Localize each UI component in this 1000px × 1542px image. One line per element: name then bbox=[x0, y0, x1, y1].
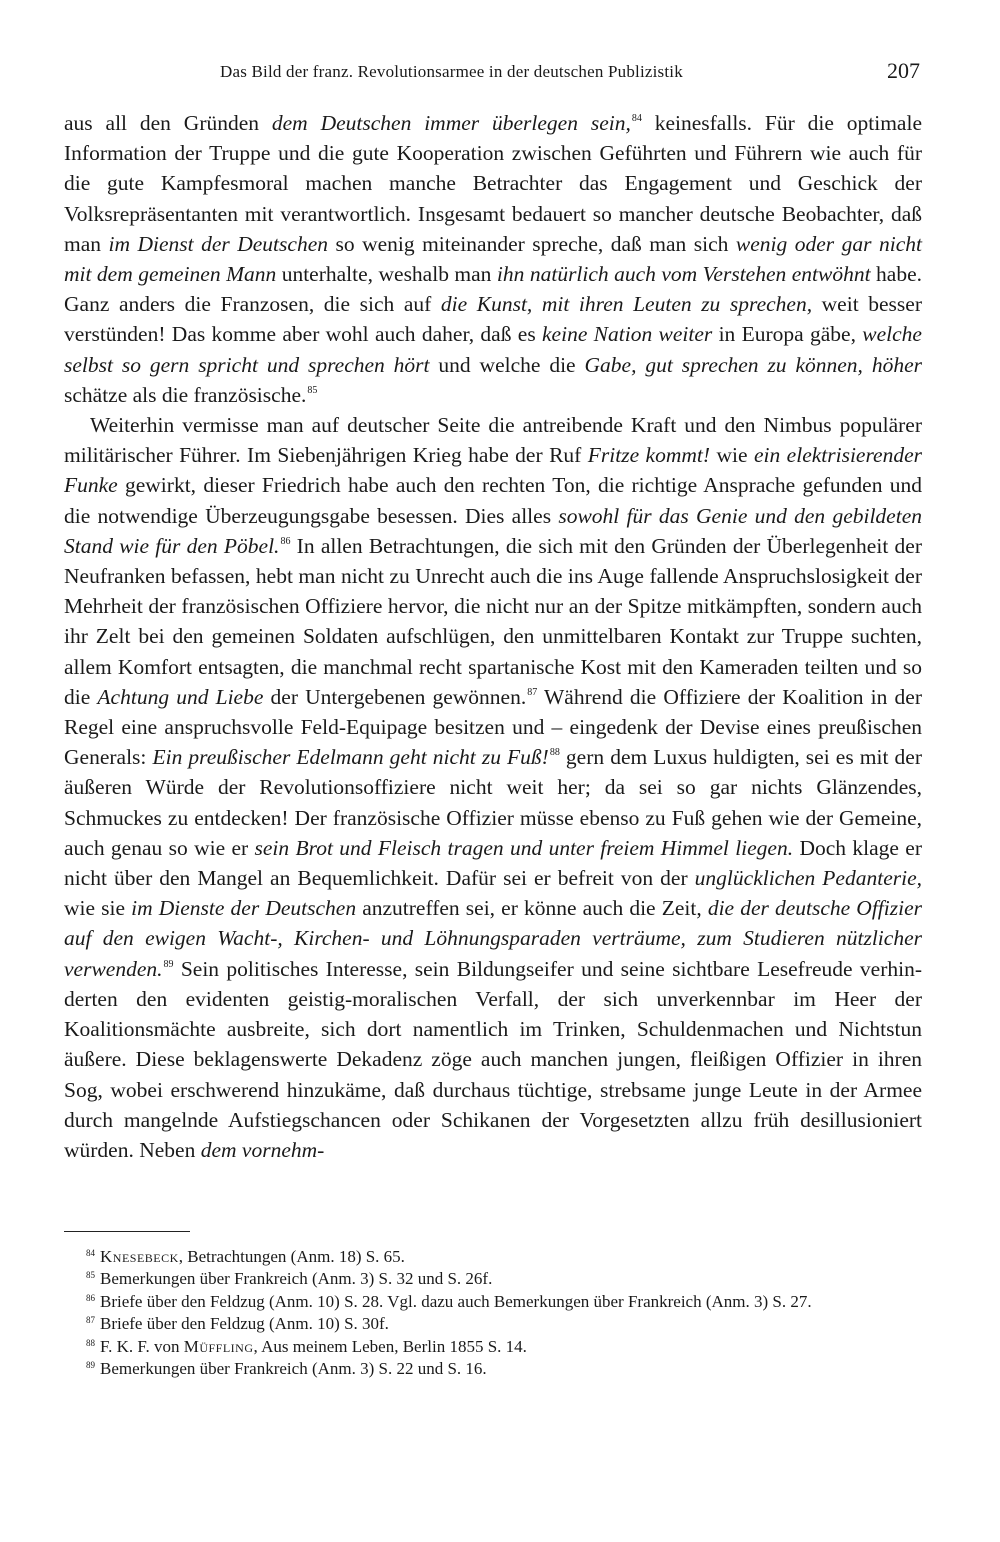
italic-text: die der deutsche Offizier auf den ewigen Wacht-, Kirchen- und Löhnungsparaden verträume, zum Studieren nützlicher verwenden. bbox=[64, 896, 922, 981]
italic-text: ein elektrisierender Funke bbox=[64, 443, 922, 498]
italic-text: Gabe, gut sprechen zu können, höher bbox=[584, 352, 922, 377]
italic-text: keine Nation weiter bbox=[542, 322, 713, 347]
text-run: Weiterhin vermisse man auf deutscher Seite die antreibende Kraft und den Nimbus populärer militärischer Führer. Im Siebenjährigen Krieg habe der Ruf bbox=[64, 413, 922, 468]
text-run: keinesfalls. Für die optimale Information der Truppe und die gute Kooperation zwischen Geführten und Führern wie auch für die gute Kampfesmoral machen manche Betrachter das Engagement und Geschick der Volksrepräsentanten mit verantwortlich. Insgesamt bedauert so mancher deutsche Beobachter, daß man bbox=[64, 111, 922, 256]
italic-text: Ein preußischer Edelmann geht nicht zu Fuß! bbox=[152, 745, 549, 770]
footnote bbox=[64, 1291, 922, 1313]
text-run: gern dem Luxus huldigten, sei es mit der äußeren Würde der Revolutionsoffiziere nicht weit her; da sei so gar nichts Glänzendes, Schmuckes zu entdecken! Der französische Offizier müsse ebenso zu Fuß gehen wie der Gemeine, auch genau so wie er bbox=[64, 745, 922, 860]
footnote-text bbox=[100, 1359, 487, 1378]
italic-text: sowohl für das Genie und den gebildeten Stand wie für den Pöbel. bbox=[64, 503, 922, 558]
text-run: anzutreffen sei, er könne auch die Zeit, bbox=[356, 896, 708, 921]
footnote-number: 84 bbox=[86, 1248, 95, 1258]
text-run: Bemerkungen über Frankreich (Anm. 3) S. 32 und S. 26f. bbox=[100, 1269, 493, 1289]
italic-text: im Dienst der Deutschen bbox=[108, 231, 328, 256]
footnote-text bbox=[100, 1337, 527, 1356]
footnote-number: 86 bbox=[86, 1292, 95, 1303]
text-run: wie bbox=[710, 443, 754, 468]
footnote bbox=[64, 1358, 922, 1380]
text-run: gewirkt, dieser Friedrich habe auch den rechten Ton, die richtige Ansprache gefunden und die notwendige Überzeugungsgabe besessen. Dies alles bbox=[64, 473, 922, 528]
footnote-number: 87 bbox=[86, 1315, 95, 1326]
footnote-number: 88 bbox=[86, 1337, 95, 1348]
footnote-reference: 86 bbox=[280, 535, 291, 547]
footnote bbox=[64, 1336, 922, 1358]
running-head bbox=[220, 58, 920, 88]
footnote-number: 85 bbox=[86, 1270, 95, 1281]
footnote-reference: 88 bbox=[549, 747, 560, 759]
italic-text: Fritze kommt! bbox=[587, 443, 711, 468]
italic-text: ihn natürlich auch vom Verstehen entwöhnt bbox=[496, 262, 871, 287]
text-run: F. K. F. von bbox=[100, 1336, 184, 1356]
italic-text: welche selbst so gern spricht und sprechen hört bbox=[64, 322, 922, 377]
italic-text: sein Brot und Fleisch tragen und unter freiem Himmel liegen. bbox=[254, 835, 794, 860]
text-run: und welche die bbox=[429, 352, 585, 377]
text-run: schätze als die französische. bbox=[64, 382, 307, 407]
footnote-text bbox=[100, 1292, 812, 1311]
footnote-reference: 89 bbox=[163, 958, 174, 970]
footnote bbox=[64, 1268, 922, 1290]
text-run: Sein politisches Interesse, sein Bildungseifer und seine sichtbare Lesefreude verhinderten den evidenten geistig-moralischen Verfall, der sich unverkennbar im Heer der Koalitionsmächte ausbreite, sich dort namentlich im Trinken, Schuldenmachen und Nichtstun äußere. Diese beklagenswerte Dekadenz zöge auch manchen jungen, fleißigen Offizier in ihren Sog, wobei erschwerend hinzukäme, daß durchaus tüchtige, strebsame junge Leute in der Armee durch mangelnde Aufstiegschancen oder Schikanen der Vorgesetzten allzu früh desillusioniert würden. Neben bbox=[64, 956, 922, 1162]
text-run: der Untergebenen gewönnen. bbox=[263, 684, 527, 709]
footnote-reference: 87 bbox=[527, 686, 538, 698]
footnote-text bbox=[100, 1269, 492, 1288]
text-run: Doch klage er nicht über den Mangel an Bequemlichkeit. Dafür sei er befreit von der bbox=[64, 835, 922, 891]
italic-text: im Dienste der Deutschen bbox=[131, 896, 357, 921]
author-name: Müffling bbox=[183, 1336, 254, 1356]
paragraph-1 bbox=[64, 108, 922, 410]
italic-text: die Kunst, mit ihren Leuten zu sprechen, bbox=[440, 292, 813, 317]
footnote-reference: 85 bbox=[307, 384, 318, 396]
italic-text: Achtung und Liebe bbox=[97, 684, 264, 709]
author-name: Knesebeck bbox=[100, 1247, 179, 1266]
text-run: Briefe über den Feldzug (Anm. 10) S. 30f. bbox=[100, 1314, 389, 1334]
text-run: habe. Ganz anders die Franzosen, die sich auf bbox=[64, 262, 922, 317]
text-run: , Aus meinem Leben, Berlin 1855 S. 14. bbox=[253, 1336, 527, 1356]
footnote-divider bbox=[64, 1231, 190, 1232]
text-run: Bemerkungen über Frankreich (Anm. 3) S. 22 und S. 16. bbox=[100, 1359, 487, 1379]
footnotes bbox=[64, 1246, 922, 1380]
text-run: wie sie bbox=[64, 896, 132, 921]
italic-text: dem vornehm- bbox=[200, 1137, 325, 1162]
italic-text: unglücklichen Pedanterie, bbox=[694, 866, 922, 891]
footnote-number: 89 bbox=[86, 1360, 95, 1371]
footnote-text bbox=[100, 1247, 405, 1266]
text-run: Während die Offiziere der Koalition in der Regel eine anspruchsvolle Feld-Equipage besitzen und – eingedenk der Devise eines preußischen Generals: bbox=[64, 684, 922, 770]
text-run: in Europa gäbe, bbox=[712, 322, 863, 347]
text-run: weit besser verstünden! Das komme aber wohl auch daher, daß es bbox=[64, 292, 922, 347]
text-run: In allen Betrachtungen, die sich mit den Gründen der Überlegenheit der Neufranken befassen, hebt man nicht zu Unrecht auch die ins Auge fallende Anspruchslosigkeit der Mehrheit der französischen Offiziere hervor, die nicht nur an der Spitze mitkämpften, sondern auch ihr Zelt bei den gemeinen Soldaten aufschlügen, den unmittelbaren Kontakt zur Truppe suchten, allem Komfort entsagten, die manchmal recht spartanische Kost mit den Kameraden teilten und so die bbox=[64, 533, 922, 709]
text-run: aus all den Gründen bbox=[64, 111, 272, 135]
footnote-text bbox=[100, 1314, 389, 1333]
text-run: so wenig miteinander spreche, daß man sich bbox=[327, 231, 736, 256]
text-run: Briefe über den Feldzug (Anm. 10) S. 28. Vgl. dazu auch Bemerkungen über Frankreich (Anm. 3) S. 27. bbox=[100, 1291, 812, 1311]
footnote-reference: 84 bbox=[631, 113, 642, 124]
text-run: , Betrachtungen (Anm. 18) S. 65. bbox=[178, 1247, 405, 1266]
page-number: 207 bbox=[887, 58, 920, 83]
italic-text: dem Deutschen immer überlegen sein, bbox=[271, 111, 631, 135]
footnote bbox=[64, 1313, 922, 1335]
body-text bbox=[64, 108, 922, 1165]
text-run: unterhalte, weshalb man bbox=[276, 262, 497, 287]
running-title: Das Bild der franz. Revolutionsarmee in der deutschen Publizistik bbox=[220, 62, 683, 81]
paragraph-2 bbox=[64, 410, 922, 1165]
italic-text: wenig oder gar nicht mit dem gemeinen Mann bbox=[64, 231, 922, 287]
footnote bbox=[64, 1246, 922, 1268]
